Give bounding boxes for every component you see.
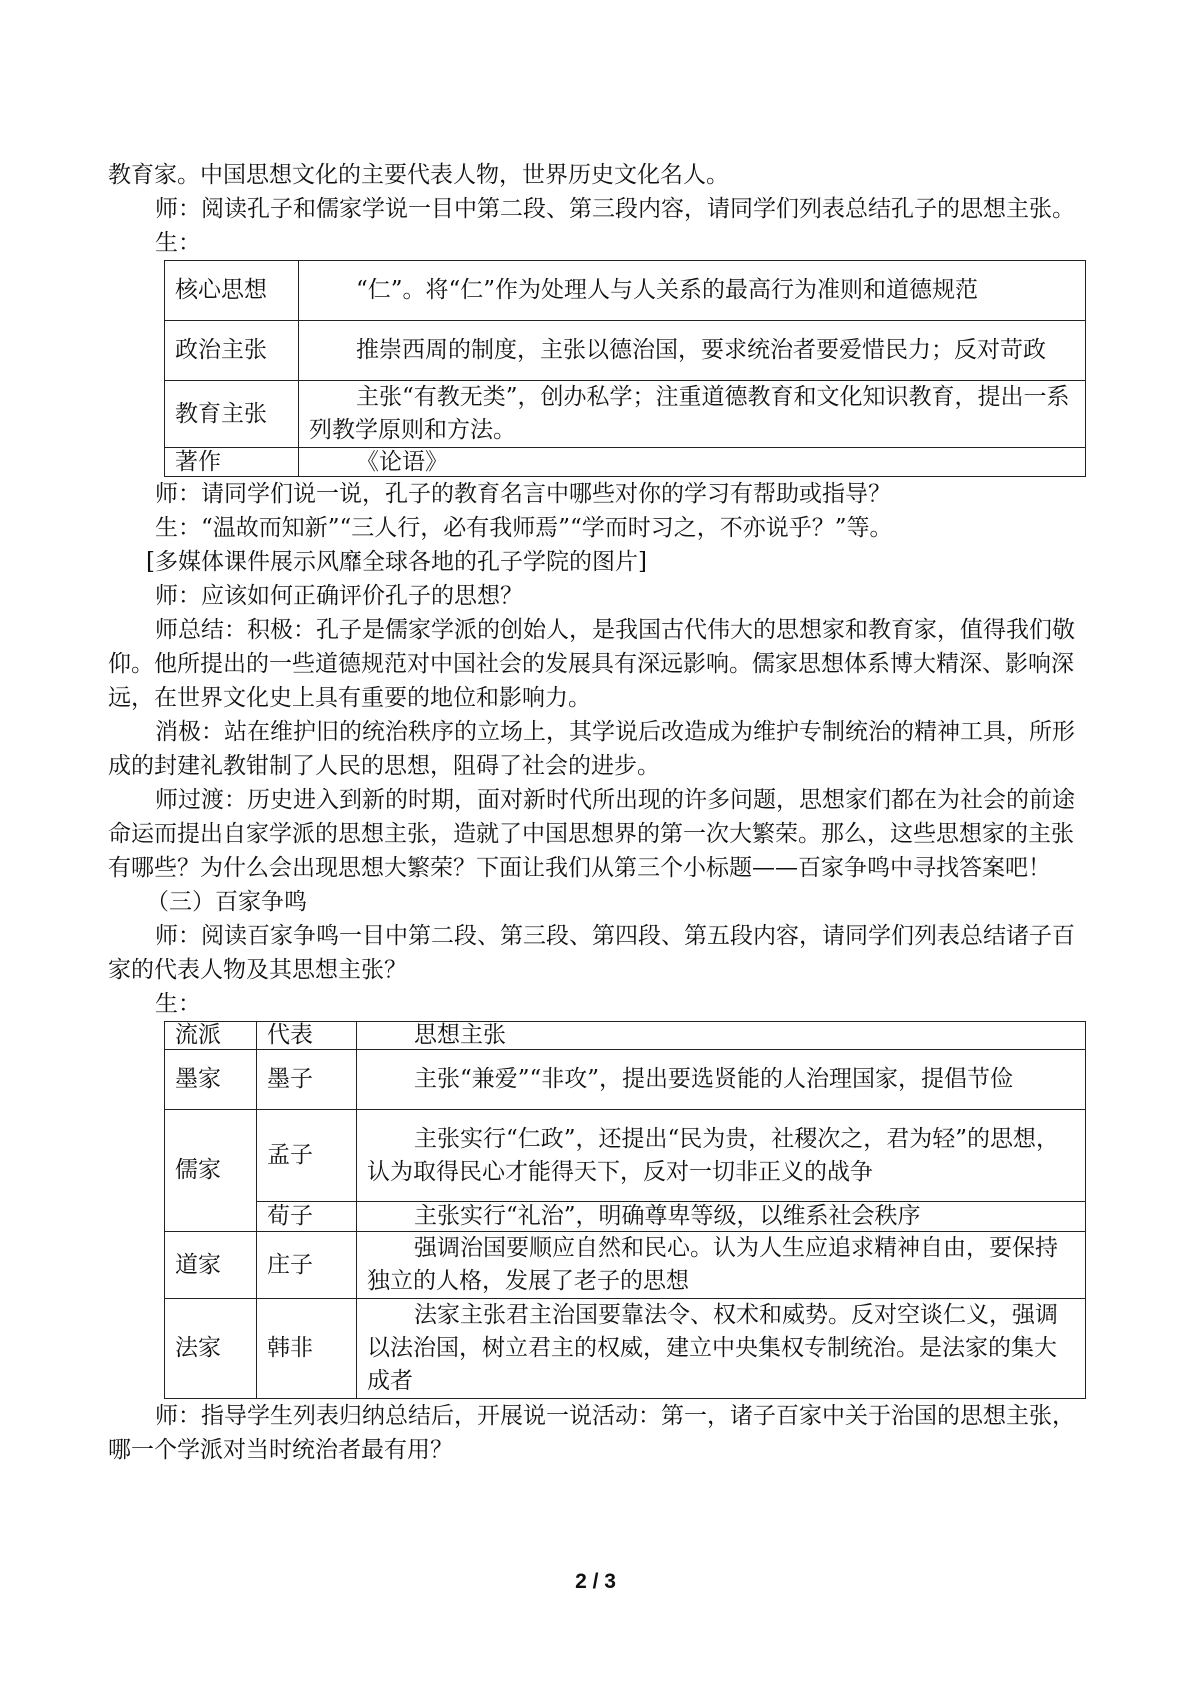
- table-content: 《论语》: [299, 448, 1086, 477]
- table-row: [165, 1232, 1086, 1299]
- schools-table: [164, 1021, 1086, 1399]
- paragraph: 师总结：积极：孔子是儒家学派的创始人，是我国古代伟大的思想家和教育家，值得我们敬仰。他所提出的一些道德规范对中国社会的发展具有深远影响。儒家思想体系博大精深、影响深远，在世界文化史上具有重要的地位和影响力。: [108, 617, 1075, 711]
- table-row: [165, 448, 1086, 477]
- table-header: 代表: [257, 1022, 357, 1050]
- table-header-row: [165, 1022, 1086, 1050]
- paragraph: 生：: [155, 991, 201, 1017]
- paragraph: 师过渡：历史进入到新的时期，面对新时代所出现的许多问题，思想家们都在为社会的前途命运而提出自家学派的思想主张，造就了中国思想界的第一次大繁荣。那么，这些思想家的主张有哪些？为什么会出现思想大繁荣？下面让我们从第三个小标题——百家争鸣中寻找答案吧！: [108, 787, 1075, 881]
- person-cell: 墨子: [257, 1050, 357, 1110]
- person-cell: 荀子: [257, 1202, 357, 1232]
- page-number: 2 / 3: [575, 1570, 616, 1593]
- table-row: [165, 1299, 1086, 1399]
- idea-cell: 主张实行“礼治”，明确尊卑等级，以维系社会秩序: [357, 1202, 1086, 1232]
- idea-cell: 强调治国要顺应自然和民心。认为人生应追求精神自由，要保持独立的人格，发展了老子的思想: [357, 1232, 1086, 1299]
- school-cell: 墨家: [165, 1050, 257, 1110]
- table-row: [165, 261, 1086, 321]
- paragraph: 生：: [155, 230, 201, 256]
- table-content: 推崇西周的制度，主张以德治国，要求统治者要爱惜民力；反对苛政: [299, 321, 1086, 381]
- idea-cell: 法家主张君主治国要靠法令、权术和威势。反对空谈仁义，强调以法治国，树立君主的权威，建立中央集权专制统治。是法家的集大成者: [357, 1299, 1086, 1399]
- paragraph: 师：指导学生列表归纳总结后，开展说一说活动：第一，诸子百家中关于治国的思想主张，哪一个学派对当时统治者最有用？: [108, 1403, 1075, 1463]
- table-row: [165, 1050, 1086, 1110]
- table-content: 主张“有教无类”，创办私学；注重道德教育和文化知识教育，提出一系列教学原则和方法。: [299, 381, 1086, 448]
- school-cell: 儒家: [165, 1110, 257, 1232]
- table-row: [165, 1202, 1086, 1232]
- table-content: “仁”。将“仁”作为处理人与人关系的最高行为准则和道德规范: [299, 261, 1086, 321]
- table-row: [165, 381, 1086, 448]
- paragraph: 教育家。中国思想文化的主要代表人物，世界历史文化名人。: [108, 162, 729, 188]
- school-cell: 法家: [165, 1299, 257, 1399]
- idea-cell: 主张“兼爱”“非攻”，提出要选贤能的人治理国家，提倡节俭: [357, 1050, 1086, 1110]
- paragraph: 师：阅读百家争鸣一目中第二段、第三段、第四段、第五段内容，请同学们列表总结诸子百家的代表人物及其思想主张？: [108, 923, 1075, 983]
- table-label: 著作: [165, 448, 299, 477]
- paragraph: [多媒体课件展示风靡全球各地的孔子学院的图片]: [146, 549, 647, 575]
- paragraph: 师：请同学们说一说，孔子的教育名言中哪些对你的学习有帮助或指导？: [155, 481, 891, 507]
- person-cell: 庄子: [257, 1232, 357, 1299]
- paragraph: 消极：站在维护旧的统治秩序的立场上，其学说后改造成为维护专制统治的精神工具，所形成的封建礼教钳制了人民的思想，阻碍了社会的进步。: [108, 719, 1075, 779]
- table-label: 教育主张: [165, 381, 299, 448]
- table-row: [165, 1110, 1086, 1202]
- paragraph: 生：“温故而知新”“三人行，必有我师焉”“学而时习之，不亦说乎？”等。: [155, 515, 893, 541]
- table-label: 核心思想: [165, 261, 299, 321]
- person-cell: 孟子: [257, 1110, 357, 1202]
- person-cell: 韩非: [257, 1299, 357, 1399]
- table-row: [165, 321, 1086, 381]
- paragraph: 师：阅读孔子和儒家学说一目中第二段、第三段内容，请同学们列表总结孔子的思想主张。: [155, 196, 1075, 222]
- table-label: 政治主张: [165, 321, 299, 381]
- document-body: [108, 158, 1090, 1467]
- table-header: 思想主张: [357, 1022, 1086, 1050]
- confucius-table: [164, 260, 1086, 477]
- paragraph: 师：应该如何正确评价孔子的思想？: [155, 583, 523, 609]
- section-heading: （三）百家争鸣: [146, 889, 307, 915]
- idea-cell: 主张实行“仁政”，还提出“民为贵，社稷次之，君为轻”的思想，认为取得民心才能得天下，反对一切非正义的战争: [357, 1110, 1086, 1202]
- table-header: 流派: [165, 1022, 257, 1050]
- school-cell: 道家: [165, 1232, 257, 1299]
